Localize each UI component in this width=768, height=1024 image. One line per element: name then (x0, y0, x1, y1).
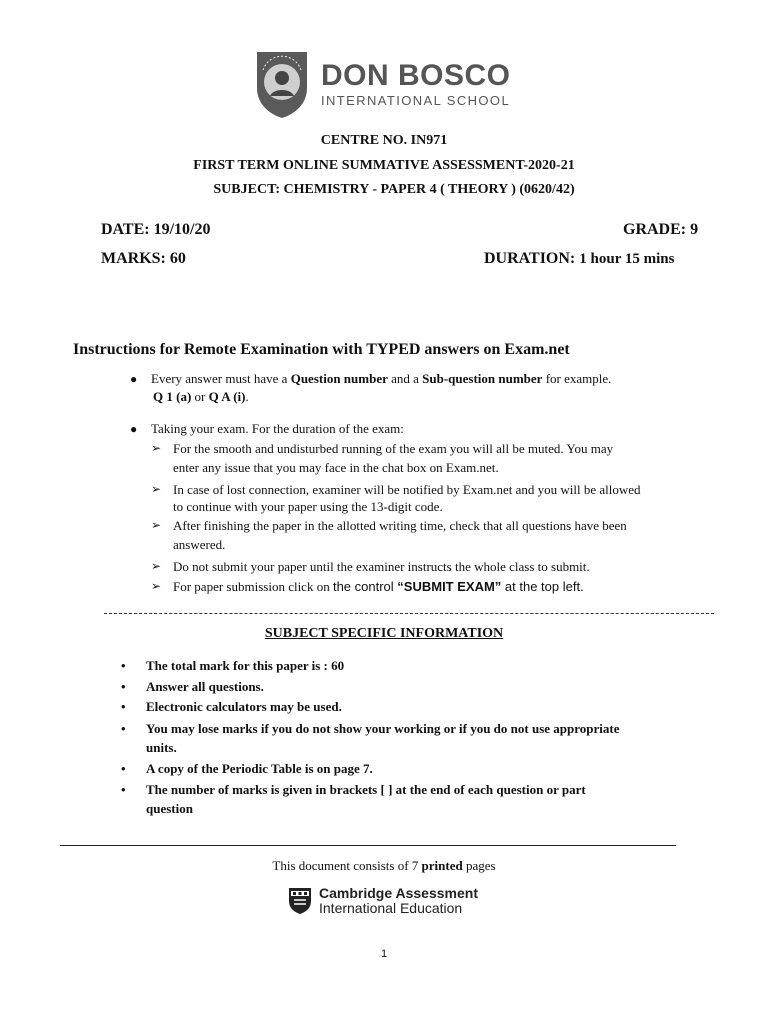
bullet-icon: • (121, 721, 126, 736)
text: pages (462, 858, 496, 873)
sub-instruction-1 (173, 439, 613, 477)
cambridge-logo (288, 886, 478, 916)
instruction-bullet-2: Taking your exam. For the duration of the exam: (151, 421, 404, 436)
text: at the top left. (501, 579, 584, 594)
page-count-note (0, 858, 768, 874)
instruction-example (153, 387, 249, 406)
arrow-icon: ➢ (151, 518, 162, 532)
horizontal-rule (60, 845, 676, 846)
exam-date: DATE: 19/10/20 (101, 221, 211, 238)
school-name-block (321, 58, 511, 108)
text: for example. (542, 371, 612, 386)
text: or (191, 389, 209, 404)
arrow-icon: ➢ (151, 559, 162, 573)
duration (484, 250, 674, 268)
text-bold: Question number (290, 371, 388, 386)
cambridge-line-1: Cambridge Assessment (319, 885, 478, 901)
list-item (146, 719, 619, 757)
dashed-divider (104, 613, 714, 614)
school-name: DON BOSCO (321, 58, 511, 92)
text: question (146, 801, 193, 816)
text: In case of lost connection, examiner will be notified by Exam.net and you will be allowed (173, 482, 641, 497)
text: Every answer must have a (151, 371, 291, 386)
sub-instruction-2 (173, 480, 641, 514)
sub-instruction-3 (173, 516, 627, 554)
bullet-icon: • (121, 699, 126, 714)
text-bold: Q 1 (a) (153, 389, 192, 404)
cambridge-line-2: International Education (319, 900, 463, 916)
arrow-icon: ➢ (151, 579, 162, 593)
cambridge-text (319, 886, 478, 916)
text: enter any issue that you may face in the chat box on Exam.net. (173, 460, 499, 475)
text: the control (332, 579, 398, 594)
text: answered. (173, 537, 226, 552)
text: to continue with your paper using the 13-digit code. (173, 499, 443, 514)
assessment-title: FIRST TERM ONLINE SUMMATIVE ASSESSMENT-2020-21 (193, 158, 575, 173)
text: The number of marks is given in brackets [ ] at the end of each question or part (146, 782, 586, 797)
subject-info-heading: SUBJECT SPECIFIC INFORMATION (264, 626, 504, 641)
arrow-icon: ➢ (151, 441, 162, 455)
list-item (146, 780, 586, 818)
text: . (245, 389, 249, 404)
list-item: A copy of the Periodic Table is on page 7. (146, 761, 373, 776)
instructions-heading: Instructions for Remote Examination with TYPED answers on Exam.net (73, 341, 570, 358)
text: units. (146, 740, 177, 755)
text: This document consists of 7 (272, 858, 422, 873)
instruction-bullet-1 (151, 369, 711, 388)
school-subtitle: INTERNATIONAL SCHOOL (321, 92, 511, 108)
text-bold: Q A (i) (208, 389, 246, 404)
text: and a (387, 371, 423, 386)
text: For the smooth and undisturbed running of the exam you will all be muted. You may (173, 441, 614, 456)
text: You may lose marks if you do not show your working or if you do not use appropriate (146, 721, 620, 736)
list-item: Electronic calculators may be used. (146, 699, 342, 714)
duration-value: 1 hour 15 mins (579, 251, 675, 267)
bullet-icon: • (121, 658, 126, 673)
bullet-icon: • (121, 782, 126, 797)
school-logo (0, 48, 768, 118)
cambridge-shield-icon (288, 887, 312, 915)
text: For paper submission click on (173, 579, 333, 594)
subject-title: SUBJECT: CHEMISTRY - PAPER 4 ( THEORY ) (0620/42) (213, 182, 575, 197)
page-number: 1 (380, 948, 388, 960)
school-shield-icon (253, 48, 311, 120)
grade: GRADE: 9 (623, 221, 699, 238)
text-bold: “SUBMIT EXAM” (397, 579, 502, 594)
duration-label: DURATION: (484, 250, 576, 267)
text-bold: Sub-question number (422, 371, 543, 386)
sub-instruction-4: Do not submit your paper until the examiner instructs the whole class to submit. (173, 559, 590, 574)
text: After finishing the paper in the allotted writing time, check that all questions have been (173, 518, 627, 533)
arrow-icon: ➢ (151, 482, 162, 496)
bullet-icon: ● (130, 422, 138, 436)
bullet-icon: • (121, 761, 126, 776)
bullet-icon: • (121, 679, 126, 694)
list-item (130, 419, 137, 439)
centre-number: CENTRE NO. IN971 (320, 133, 448, 148)
list-item (130, 369, 137, 389)
marks: MARKS: 60 (101, 250, 186, 267)
sub-instruction-submit (173, 577, 584, 596)
bullet-icon: ● (130, 372, 138, 386)
text-bold: printed (421, 858, 463, 873)
list-item: Answer all questions. (146, 679, 264, 694)
list-item: The total mark for this paper is : 60 (146, 658, 345, 673)
